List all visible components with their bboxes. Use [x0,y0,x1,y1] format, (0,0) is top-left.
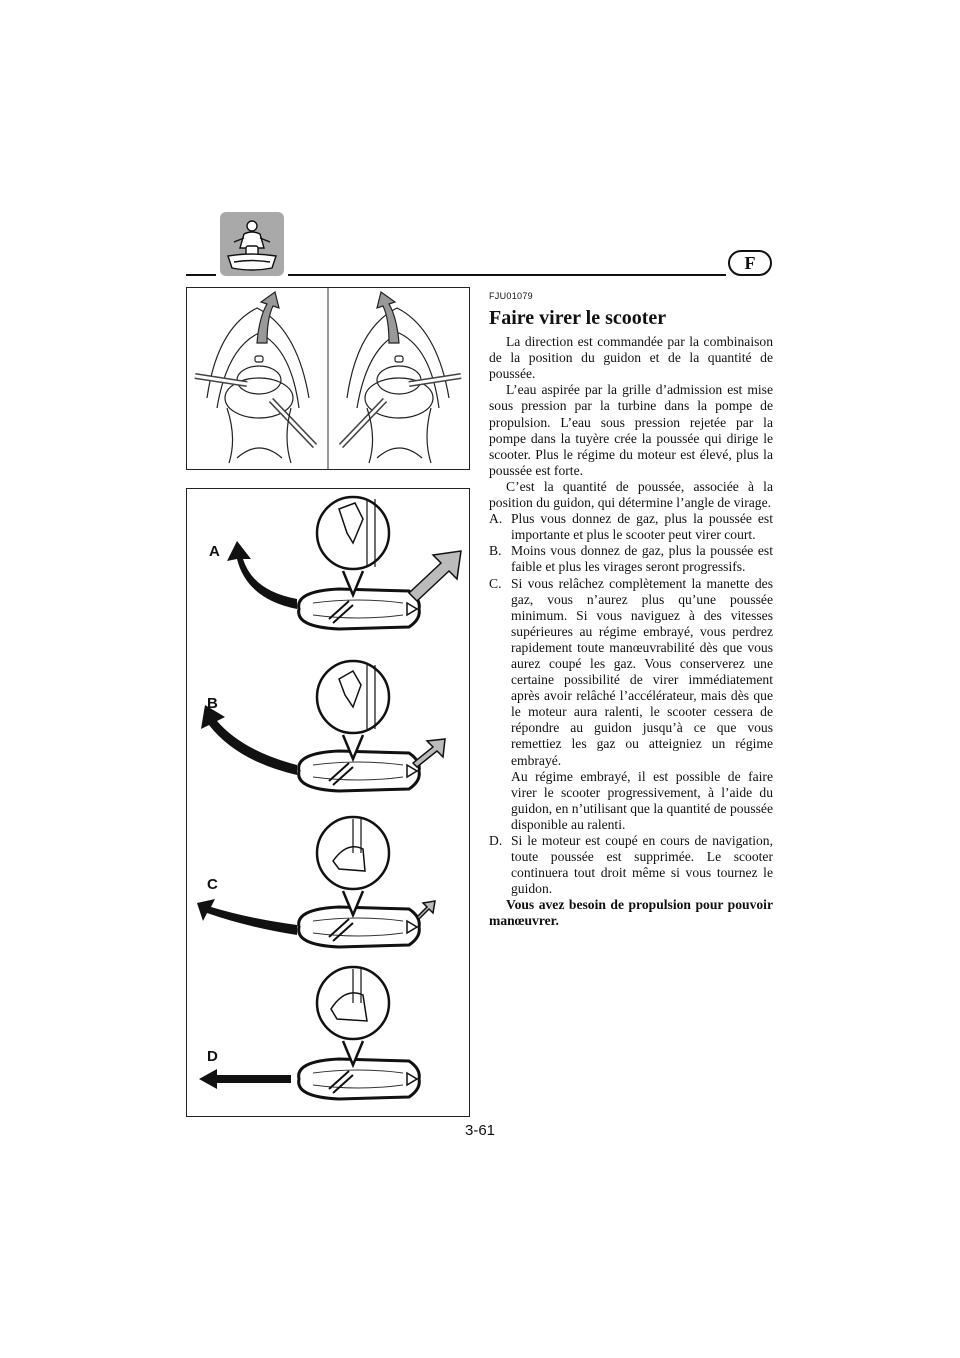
header-rule-right [288,274,726,276]
list-item [489,833,773,897]
list-item-text: Si vous relâchez complètement la manette des gaz, vous n’aurez plus qu’une poussée minimum. Si vous naviguez à des vitesses supérieures au régime embrayé, vous perdrez rapidement toute manœuvrabilité dès que vous aurez coupé les gaz. Vous conserverez une certaine possibilité de virer immédiatement après avoir relâché l’accélérateur, mais dès que le moteur aura ralenti, le scooter cessera de répondre au guidon jusqu’à ce que vous remettiez les gaz ou atteigniez un régime embrayé. [511,575,773,768]
list-item-label: B. [489,543,502,559]
list-item-text: Moins vous donnez de gaz, plus la poussée est faible et plus les virages seront progressifs. [511,543,773,575]
list-item-text-continued: Au régime embrayé, il est possible de faire virer le scooter progressivement, à l’aide du guidon, en n’utilisant que la quantité de poussée disponible au ralenti. [511,768,773,832]
section-title: Faire virer le scooter [489,307,667,330]
figure-row-a [227,497,461,629]
paragraph-2: L’eau aspirée par la grille d’admission est mise sous pression par la turbine dans la pompe de propulsion. L’eau sous pression rejetée par la pompe dans la tuyère crée la poussée qui dirige le scooter. Plus le régime du moteur est élevé, plus la poussée est forte. [489,382,773,478]
warning-note: Vous avez besoin de propulsion pour pouvoir manœuvrer. [489,897,773,929]
rider-on-watercraft-icon [220,212,284,276]
figure-label-b: B [207,695,218,712]
figure-label-c: C [207,876,218,893]
thrust-turning-figure [186,488,470,1117]
text-column [489,288,773,930]
handlebar-figure [186,287,470,470]
section-code: FJU01079 [489,291,533,301]
list-item-text: Si le moteur est coupé en cours de navigation, toute poussée est supprimée. Le scooter continuera tout droit même si vous tournez le guidon. [511,833,773,897]
figure-row-d [199,967,419,1099]
paragraph-3: C’est la quantité de poussée, associée à la position du guidon, qui détermine l’angle de virage. [489,478,773,511]
header-rule-left [186,274,216,276]
paragraph-1: La direction est commandée par la combinaison de la position du guidon et de la quantité de poussée. [489,334,773,382]
page-number: 3-61 [464,1122,496,1139]
figure-row-c [197,817,435,947]
list-item [489,543,773,575]
list-item [489,511,773,543]
list-item-text: Plus vous donnez de gaz, plus la poussée est importante et plus le scooter peut virer court. [511,511,773,543]
figure-label-a: A [209,543,220,560]
list-item-label: A. [489,511,503,527]
figure-label-d: D [207,1048,218,1065]
list-item-label: D. [489,833,503,848]
list-item [489,576,773,834]
list-item-label: C. [489,575,502,591]
language-badge: F [728,250,772,276]
figure-row-b [201,661,445,791]
